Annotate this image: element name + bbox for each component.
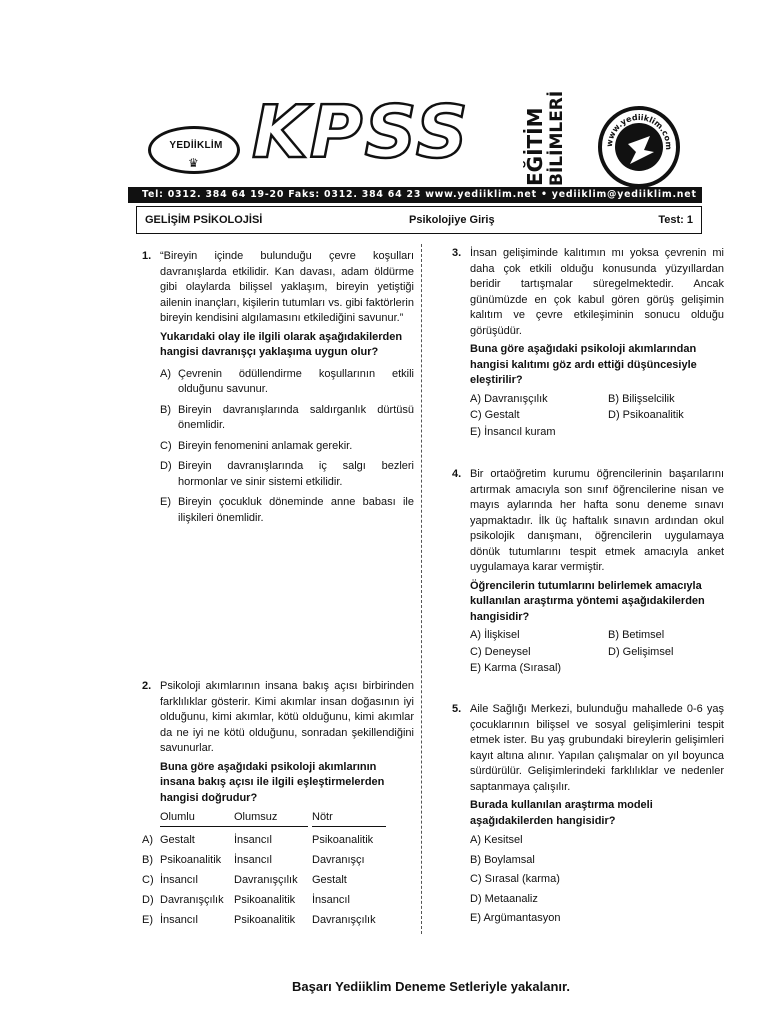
subject-line-2: BİLİMLERİ bbox=[547, 90, 567, 186]
question-3 bbox=[452, 246, 724, 440]
question-4 bbox=[452, 467, 724, 677]
option-a[interactable]: A) Kesitsel bbox=[470, 834, 523, 846]
question-number: 2. bbox=[142, 680, 152, 692]
question-stem: İnsan gelişiminde kalıtımın mı yoksa çevrenin mi daha çok etkili olduğu konusunda yüzyıllardan beridir tartışmalar süregelmektedir. Ancak günümüzde en çok kabul gören görüş gelişimin kalıtım ve çevre etkileşiminin sonucu olduğu görüşüdür. bbox=[470, 247, 724, 337]
option-b[interactable]: B) Bilişselcilik bbox=[608, 392, 675, 405]
option-e[interactable]: E) Karma (Sırasal) bbox=[470, 662, 562, 674]
question-number: 3. bbox=[452, 247, 462, 259]
option-c[interactable]: C) Bireyin fenomenini anlamak gerekir. bbox=[160, 439, 353, 452]
option-d[interactable]: D) Gelişimsel bbox=[608, 645, 674, 658]
option-e[interactable]: E) Argümantasyon bbox=[470, 912, 561, 924]
logo-crown-icon: ♛ bbox=[188, 156, 199, 170]
matching-table bbox=[142, 810, 386, 933]
subject-line-1: EĞİTİM bbox=[523, 107, 547, 186]
question-stem: Bir ortaöğretim kurumu öğrencilerinin başarılarını artırmak amacıyla son sınıf öğrencilerine nisan ve mayıs aylarında her hafta sonu deneme sınavı yapmaktadır. İlk üç haftalık sınavın ardından okul psikolojik danışmanı, öğrencilerin uygulamaya dönük tutumlarını tespit etmek amacıyla anket uygulamaya karar vermiştir. bbox=[470, 468, 724, 573]
option-b[interactable]: B) Bireyin davranışlarında saldırganlık dürtüsü önemlidir. bbox=[160, 403, 414, 431]
column-header-positive: Olumlu bbox=[160, 810, 234, 827]
seal-text: www.yediiklim.com bbox=[604, 112, 674, 151]
option-b[interactable]: B) Betimsel bbox=[608, 629, 665, 641]
publisher-logo-text: YEDİİKLİM bbox=[169, 140, 223, 151]
option-c[interactable]: C) İnsancıl Davranışçılık Gestalt bbox=[142, 873, 347, 886]
question-prompt: Yukarıdaki olay ile ilgili olarak aşağıdakilerden hangisi davranışçı yaklaşıma uygun olur? bbox=[160, 330, 403, 358]
option-e[interactable]: E) İnsancıl kuram bbox=[470, 425, 556, 438]
option-d[interactable]: D) Psikoanalitik bbox=[608, 409, 684, 421]
footer-slogan: Başarı Yediiklim Deneme Setleriyle yakalanır. bbox=[292, 979, 570, 994]
option-d[interactable]: D) Bireyin davranışlarında iç salgı bezleri hormonlar ve sinir sistemi etkilidir. bbox=[160, 460, 414, 488]
option-c[interactable]: C) Sırasal (karma) bbox=[470, 873, 560, 885]
column-header-neutral: Nötr bbox=[312, 810, 386, 827]
question-prompt: Burada kullanılan araştırma modeli aşağıdakilerden hangisidir? bbox=[470, 799, 653, 827]
option-c[interactable]: C) Gestalt bbox=[470, 409, 520, 421]
question-prompt: Buna göre aşağıdaki psikoloji akımlarının insana bakış açısı ile ilgili eşleştirmelerden hangisi doğrudur? bbox=[160, 760, 385, 804]
question-1 bbox=[142, 249, 414, 526]
kpss-brand: KPSS bbox=[252, 90, 470, 174]
course-title: GELİŞİM PSİKOLOJİSİ bbox=[145, 214, 263, 226]
question-number: 4. bbox=[452, 468, 462, 480]
option-a[interactable]: A) Çevrenin ödüllendirme koşullarının etkili olduğunu savunur. bbox=[160, 367, 414, 395]
topic-title: Psikolojiye Giriş bbox=[409, 214, 495, 226]
option-a[interactable]: A) Davranışçılık bbox=[470, 392, 548, 405]
question-2 bbox=[142, 679, 414, 933]
question-number: 1. bbox=[142, 250, 152, 262]
test-number: Test: 1 bbox=[658, 214, 693, 226]
option-a[interactable]: A) İlişkisel bbox=[470, 629, 520, 641]
seal-text-ring bbox=[598, 106, 680, 188]
contact-strip: Tel: 0312. 384 64 19-20 Faks: 0312. 384 64 23 www.yediiklim.net • yediiklim@yediiklim.net bbox=[128, 187, 702, 203]
column-divider bbox=[421, 244, 422, 934]
option-b[interactable]: B) Psikoanalitik İnsancıl Davranışçı bbox=[142, 853, 365, 866]
option-d[interactable]: D) Metaanaliz bbox=[470, 892, 538, 905]
option-e[interactable]: E) İnsancıl Psikoanalitik Davranışçılık bbox=[142, 913, 376, 926]
column-header-negative: Olumsuz bbox=[234, 810, 308, 827]
option-d[interactable]: D) Davranışçılık Psikoanalitik İnsancıl bbox=[142, 893, 350, 906]
question-stem: Aile Sağlığı Merkezi, bulunduğu mahallede 0-6 yaş çocuklarının bilişsel ve sosyal gelişimlerini tespit etmek ister. Bu yaş grubundaki bireylerin gelişimleri kayıt altına alınır. Yapılan çalışmalar on yıl boyunca sürdürülür. Gelişimlerindeki farklılıklar ve nedenler saptanmaya çalışılır. bbox=[470, 703, 724, 793]
option-a[interactable]: A) Gestalt İnsancıl Psikoanalitik bbox=[142, 833, 374, 846]
option-b[interactable]: B) Boylamsal bbox=[470, 853, 535, 866]
question-number: 5. bbox=[452, 703, 462, 715]
question-prompt: Öğrencilerin tutumlarını belirlemek amacıyla kullanılan araştırma yöntemi aşağıdakilerden hangisidir? bbox=[470, 579, 705, 623]
test-title-bar bbox=[136, 206, 702, 234]
question-prompt: Buna göre aşağıdaki psikoloji akımlarından hangisi kalıtımı göz ardı ettiği düşüncesiyle eleştirilir? bbox=[470, 343, 697, 386]
option-c[interactable]: C) Deneysel bbox=[470, 645, 531, 658]
option-e[interactable]: E) Bireyin çocukluk döneminde anne babası ile ilişkileri önemlidir. bbox=[160, 496, 414, 524]
question-stem: “Bireyin içinde bulunduğu çevre koşulları davranışlarda etkilidir. Kan davası, adam öldürme gibi olaylarda bilişsel yaklaşım, bireyin yetiştiği ailenin inançları, kişilerin tutumları vs. gibi faktörlerin bireyin kendisini algılamasını etkilediğini savunur.” bbox=[160, 250, 414, 324]
question-5 bbox=[452, 702, 724, 927]
question-stem: Psikoloji akımlarının insana bakış açısı birbirinden farklılıklar gösterir. Kimi akımlar insan doğasının iyi olduğunu, kimi akımlar, kötü olduğunu, kimi akımlar da ne iyi ne kötü olduğunu, sonradan şekillendiğini savunurlar. bbox=[160, 680, 414, 754]
